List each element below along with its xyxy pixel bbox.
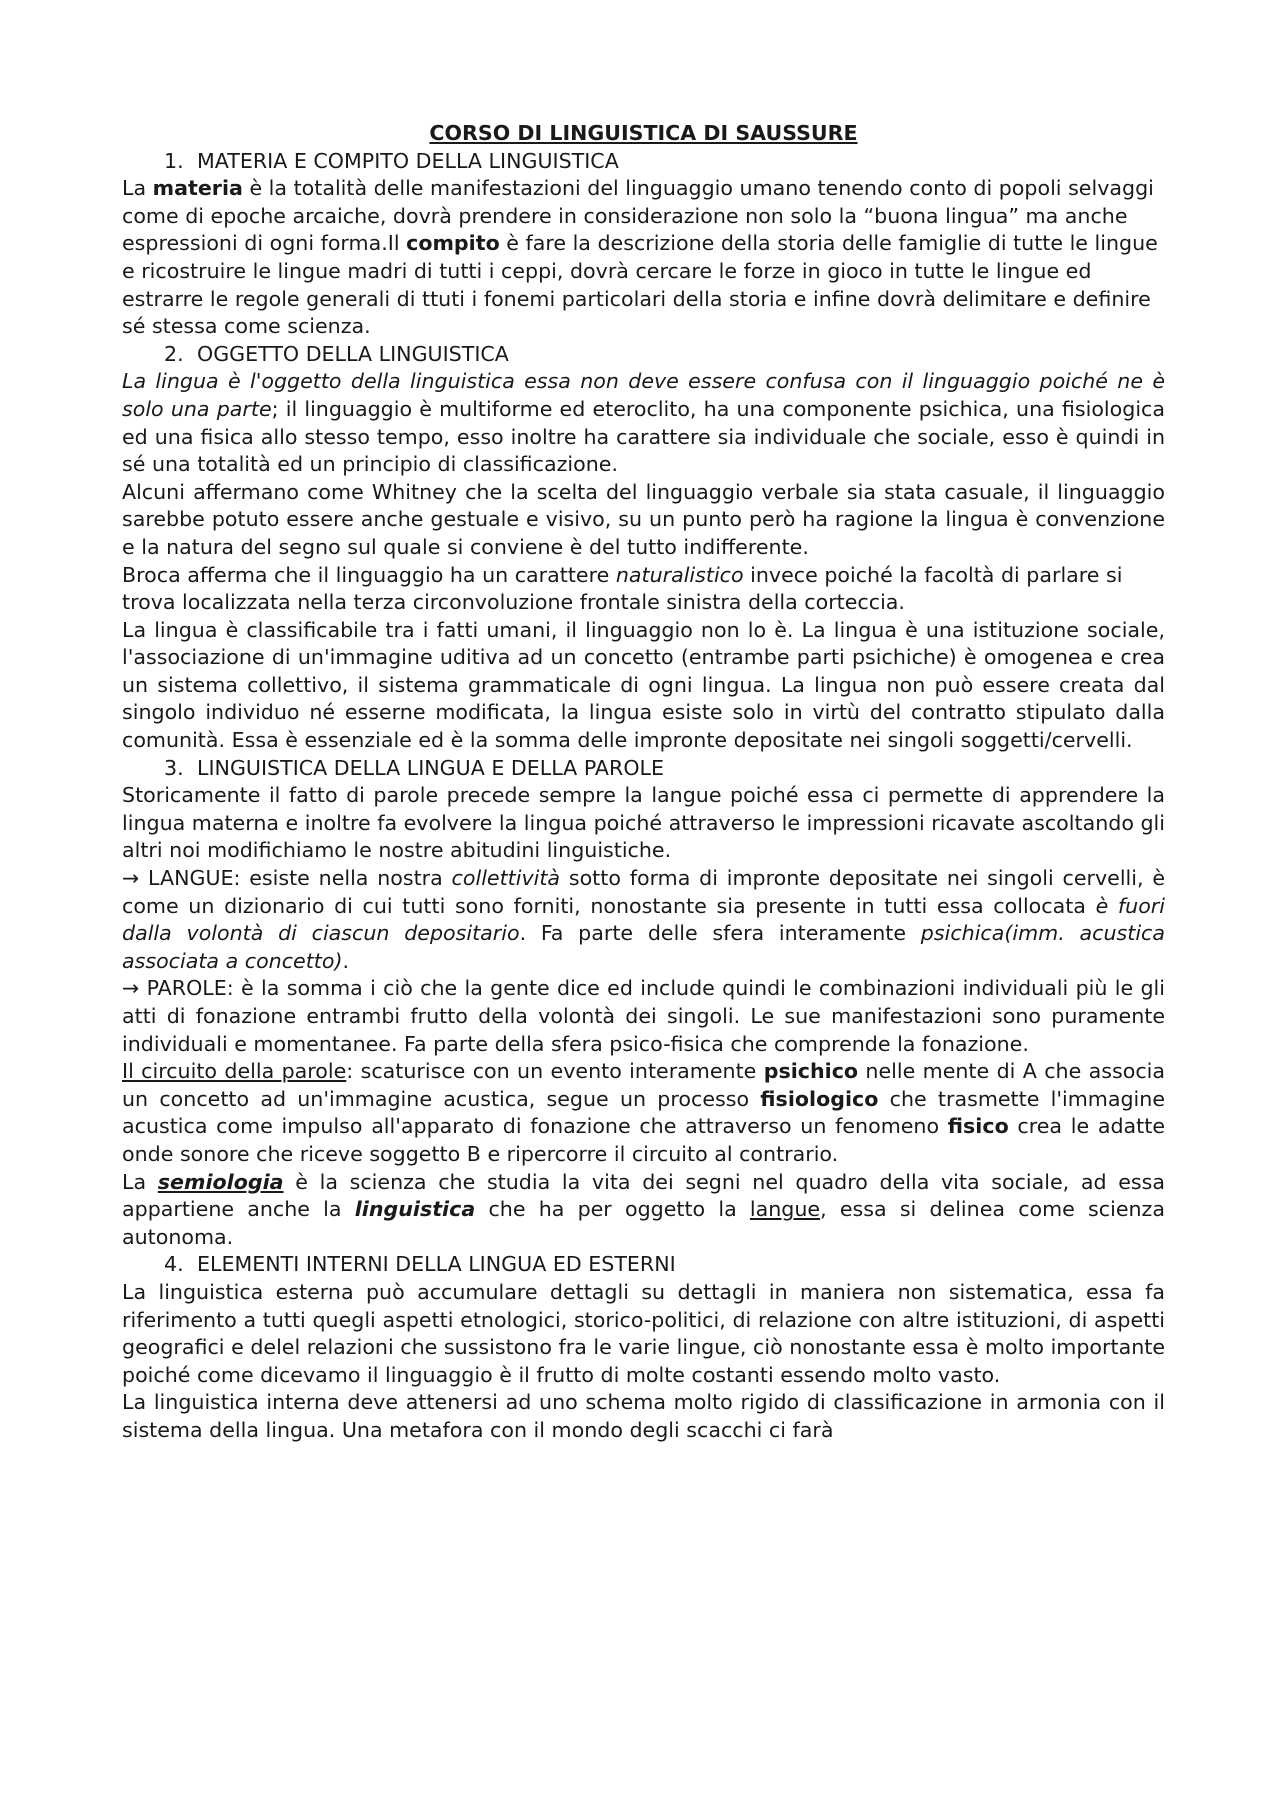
paragraph-linguistica-esterna: La linguistica esterna può accumulare dettagli su dettagli in maniera non sistematica, essa fa riferimento a tutti quegli aspetti etnologici, storico-politici, di relazione con altre istituzioni, di aspetti geografici e delel relazioni che sussistono fra le varie lingue, ciò nonostante essa è molto importante poiché come dicevamo il linguaggio è il frutto di molte costanti essendo molto vasto. [122, 1279, 1165, 1387]
section-number: 2. [164, 341, 184, 366]
paragraph-circuito [122, 1058, 1165, 1168]
text-run: La [122, 1169, 158, 1194]
paragraph-broca [122, 562, 1165, 617]
section-number: 4. [164, 1252, 184, 1277]
bold-term: materia [152, 176, 243, 201]
section-title: ELEMENTI INTERNI DELLA LINGUA ED ESTERNI [197, 1252, 676, 1277]
text-run: crea le adatte onde sonore che riceve soggetto B e ripercorre il circuito al contrario. [122, 1114, 1165, 1166]
text-run: che ha per oggetto la [475, 1197, 750, 1222]
text-run: che trasmette l'immagine acustica come impulso all'apparato di fonazione che attraverso un fenomeno [122, 1086, 1165, 1139]
section-heading-1 [122, 148, 1165, 176]
italic-run: naturalistico [615, 562, 744, 587]
paragraph-lingua-oggetto [122, 368, 1165, 478]
text-run: . [342, 948, 350, 973]
paragraph-langue [122, 865, 1165, 975]
italic-run: è fuori dalla volontà di ciascun depositario [122, 893, 1165, 946]
section-title: LINGUISTICA DELLA LINGUA E DELLA PAROLE [197, 755, 665, 780]
text-run: → LANGUE: esiste nella nostra [122, 866, 452, 891]
section-title: OGGETTO DELLA LINGUISTICA [197, 341, 509, 366]
text-run: : scaturisce con un evento interamente [346, 1059, 764, 1084]
text-run: La [122, 176, 153, 201]
text-run: , essa si delinea come scienza autonoma. [122, 1197, 1165, 1249]
document-page [122, 120, 1165, 1445]
paragraph-whitney: Alcuni affermano come Whitney che la scelta del linguaggio verbale sia stata casuale, il linguaggio sarebbe potuto essere anche gestuale e visivo, su un punto però ha ragione la lingua è convenzione e la natura del segno sul quale si conviene è del tutto indifferente. [122, 479, 1165, 559]
bold-term: compito [406, 231, 500, 256]
paragraph-materia-compito [122, 175, 1165, 341]
text-run: . Fa parte delle sfera interamente [519, 921, 921, 946]
text-run: Broca afferma che il linguaggio ha un carattere [122, 562, 616, 587]
text-run: invece poiché la facoltà di parlare si trova localizzata nella terza circonvoluzione frontale sinistra della corteccia. [122, 562, 1123, 615]
paragraph-linguistica-interna: La linguistica interna deve attenersi ad uno schema molto rigido di classificazione in armonia con il sistema della lingua. Una metafora con il mondo degli scacchi ci farà [122, 1390, 1165, 1442]
bold-term: psichico [763, 1059, 859, 1084]
section-title: MATERIA E COMPITO DELLA LINGUISTICA [197, 148, 619, 173]
italic-run: collettività [451, 866, 561, 891]
section-heading-3 [122, 755, 1165, 783]
italic-run: psichica(imm. acustica associata a concetto) [122, 921, 1165, 973]
bold-italic-underlined-term: semiologia [157, 1169, 284, 1194]
paragraph-lingua-istituzione: La lingua è classificabile tra i fatti umani, il linguaggio non lo è. La lingua è una istituzione sociale, l'associazione di un'immagine uditiva ad un concetto (entrambe parti psichiche) è omogenea e crea un sistema collettivo, il sistema grammaticale di ogni lingua. La lingua non può essere creata dal singolo individuo né esserne modificata, la lingua esiste solo in virtù del contratto stipulato dalla comunità. Essa è essenziale ed è la somma delle impronte depositate nei singoli soggetti/cervelli. [122, 617, 1165, 753]
section-heading-2 [122, 341, 1165, 369]
bold-italic-term: linguistica [354, 1197, 476, 1222]
text-run: sotto forma di impronte depositate nei singoli cervelli, è come un dizionario di cui tutti sono forniti, nonostante sia presente in tutti essa collocata [122, 866, 1165, 918]
underlined-run: langue [749, 1197, 821, 1222]
section-number: 1. [164, 148, 184, 173]
text-run: è la scienza che studia la vita dei segni nel quadro della vita sociale, ad essa appartiene anche la [122, 1169, 1166, 1222]
paragraph-parole: → PAROLE: è la somma i ciò che la gente dice ed include quindi le combinazioni individuali più le gli atti di fonazione entrambi frutto della volontà dei singoli. Le sue manifestazioni sono puramente individuali e momentanee. Fa parte della sfera psico-fisica che comprende la fonazione. [122, 976, 1165, 1056]
section-number: 3. [164, 755, 184, 780]
text-run: nelle mente di A che associa un concetto ad un'immagine acustica, segue un processo [122, 1059, 1165, 1111]
text-run: è fare la descrizione della storia delle famiglie di tutte le lingue e ricostruire le lingue madri di tutti i ceppi, dovrà cercare le forze in gioco in tutte le lingue ed estrarre le regole generali di ttuti i fonemi particolari della storia e infine dovrà delimitare e definire sé stessa come scienza. [122, 231, 1158, 339]
paragraph-semiologia [122, 1169, 1165, 1252]
bold-term: fisiologico [760, 1086, 879, 1111]
text-run: ; il linguaggio è multiforme ed eteroclito, ha una componente psichica, una fisiologica ed una fisica allo stesso tempo, esso inoltre ha carattere sia individuale che sociale, esso è quindi in sé una totalità ed un principio di classificazione. [122, 396, 1165, 477]
underlined-run: Il circuito della parole [122, 1059, 347, 1084]
paragraph-storicamente: Storicamente il fatto di parole precede sempre la langue poiché essa ci permette di apprendere la lingua materna e inoltre fa evolvere la lingua poiché attraverso le impressioni ricavate ascoltando gli altri noi modifichiamo le nostre abitudini linguistiche. [122, 783, 1165, 863]
text-run: è la totalità delle manifestazioni del linguaggio umano tenendo conto di popoli selvaggi come di epoche arcaiche, dovrà prendere in considerazione non solo la “buona lingua” ma anche espressioni di ogni forma.Il [122, 176, 1154, 256]
document-title: CORSO DI LINGUISTICA DI SAUSSURE [429, 121, 858, 145]
bold-term: fisico [947, 1114, 1009, 1139]
italic-run: La lingua è l'oggetto della linguistica essa non deve essere confusa con il linguaggio poiché ne è solo una parte [122, 369, 1165, 421]
section-heading-4 [122, 1251, 1165, 1279]
